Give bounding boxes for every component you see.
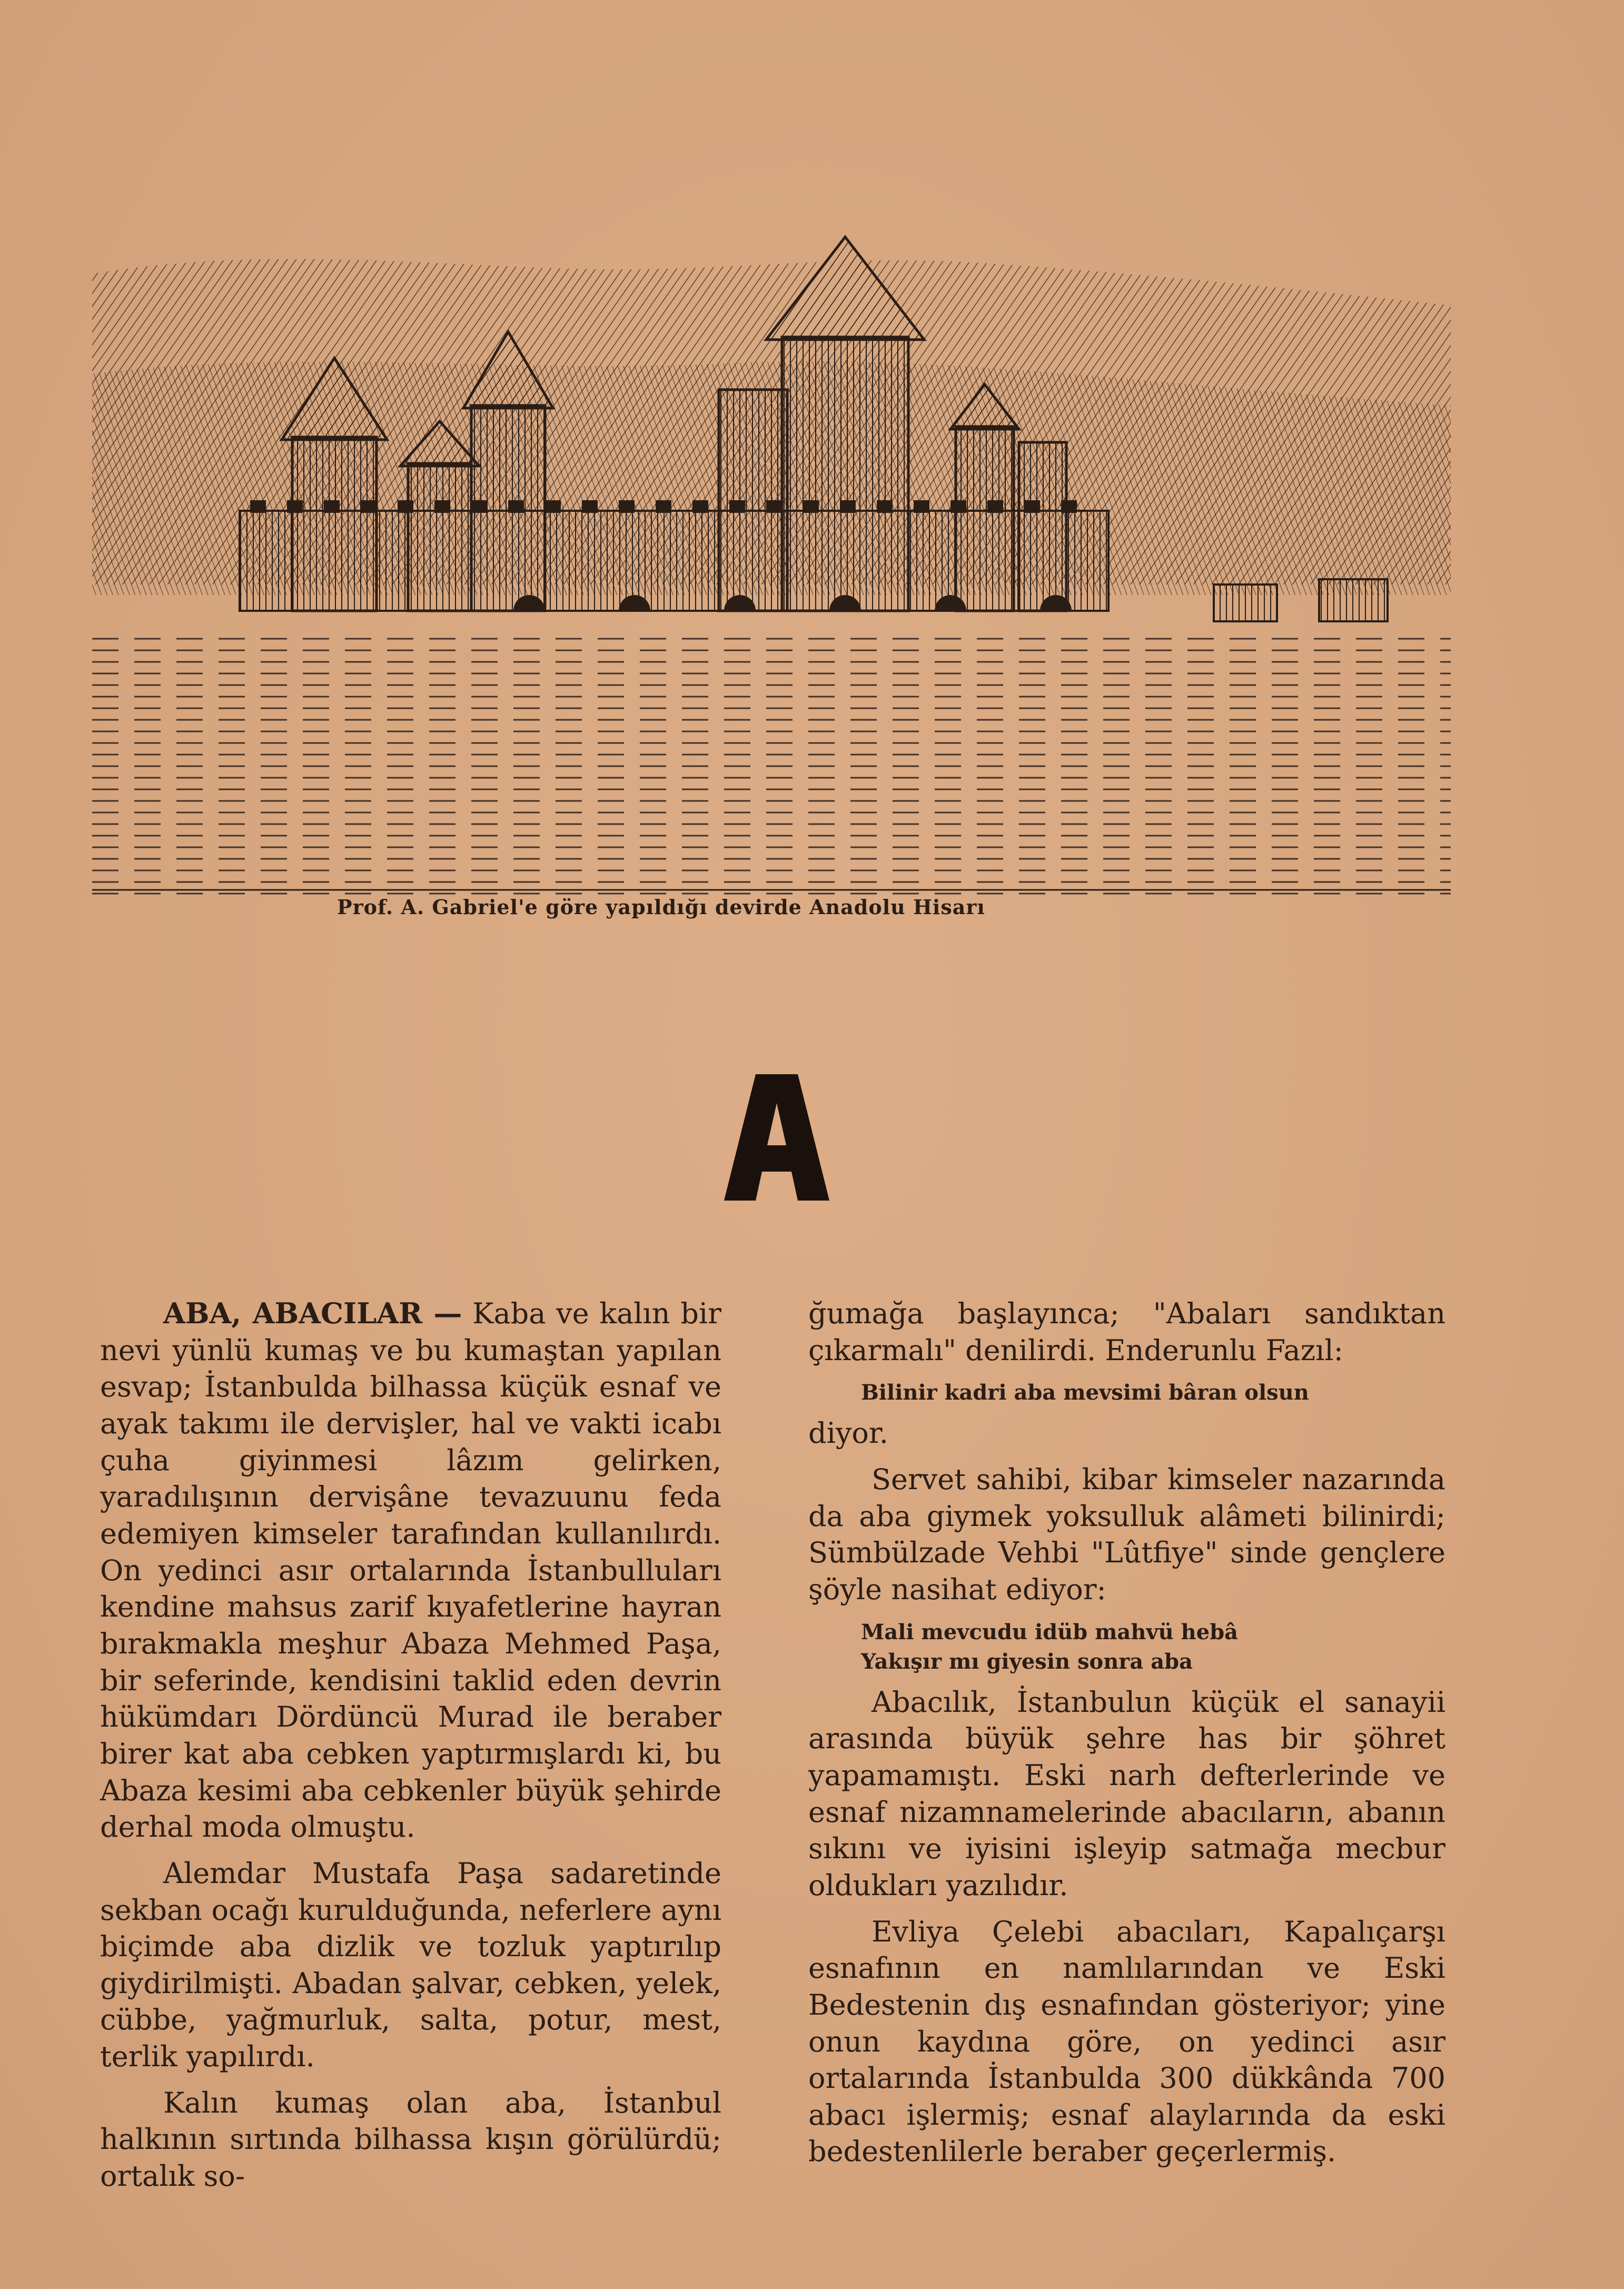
entry-heading: ABA, ABACILAR — xyxy=(163,1296,462,1330)
paragraph: diyor. xyxy=(808,1416,888,1450)
paragraph: Abacılık, İstanbulun küçük el sanayii arasında büyük şehre has bir şöhret yapamamıştı. Eski narh defterlerinde ve esnaf nizamnamelerinde abacıların, abanın sıkını ve iyisini işleyip satmağa mecbur oldukları yazılıdır. xyxy=(808,1685,1445,1902)
letter-a-glyph xyxy=(724,1069,829,1201)
paragraph: Kalın kumaş olan aba, İstanbul halkının sırtında bilhassa kışın görülürdü; ortalık so- xyxy=(100,2086,721,2193)
verse-quote xyxy=(861,1618,1445,1677)
left-column xyxy=(100,1295,721,2204)
paragraph xyxy=(100,1295,721,1846)
section-initial-letter xyxy=(724,1069,829,1201)
illustration-caption: Prof. A. Gabriel'e göre yapıldığı devirde Anadolu Hisarı xyxy=(337,895,985,919)
paragraph: Alemdar Mustafa Paşa sadaretinde sekban ocağı kurulduğunda, neferlere aynı biçimde aba dizlik ve tozluk yaptırılıp giydirilmişti. Abadan şalvar, cebken, yelek, cübbe, yağmurluk, salta, potur, mest, terlik yapılırdı. xyxy=(100,1856,721,2074)
fortress-engraving-image xyxy=(92,216,1451,900)
verse-quote: Bilinir kadri aba mevsimi bâran olsun xyxy=(861,1380,1309,1405)
anadolu-hisari-illustration xyxy=(92,216,1451,900)
paragraph-text: Kaba ve kalın bir nevi yünlü kumaş ve bu kumaştan yapılan esvap; İstanbulda bilhassa küçük esnaf ve ayak takımı ile dervişler, hal ve vakti icabı çuha giyinmesi lâzım gelirken, yaradılışının dervişâne tevazuunu feda edemiyen kimseler tarafından kullanılırdı. On yedinci asır ortalarında İstanbulluları kendine mahsus zarif kıyafetlerine hayran bırakmakla meşhur Abaza Mehmed Paşa, bir seferinde, kendisini taklid eden devrin hükümdarı Dördüncü Murad ile beraber birer kat aba cebken yaptırmışlardı ki, bu Abaza kesimi aba cebkenler büyük şehirde derhal moda olmuştu. xyxy=(100,1297,721,1844)
right-column xyxy=(808,1295,1445,2179)
verse-line: Yakışır mı giyesin sonra aba xyxy=(861,1649,1193,1674)
paragraph: Evliya Çelebi abacıları, Kapalıçarşı esnafının en namlılarından ve Eski Bedestenin dış esnafından gösteriyor; yine onun kaydına göre, on yedinci asır ortalarında İstanbulda 300 dükkânda 700 abacı işlermiş; esnaf alaylarında da eski bedestenlilerle beraber geçerlermiş. xyxy=(808,1915,1445,2168)
paragraph: ğumağa başlayınca; "Abaları sandıktan çıkarmalı" denilirdi. Enderunlu Fazıl: xyxy=(808,1297,1445,1367)
paragraph: Servet sahibi, kibar kimseler nazarında da aba giymek yoksulluk alâmeti bilinirdi; Sümbülzade Vehbi "Lûtfiye" sinde gençlere şöyle nasihat ediyor: xyxy=(808,1462,1445,1606)
verse-line: Mali mevcudu idüb mahvü hebâ xyxy=(861,1619,1239,1644)
